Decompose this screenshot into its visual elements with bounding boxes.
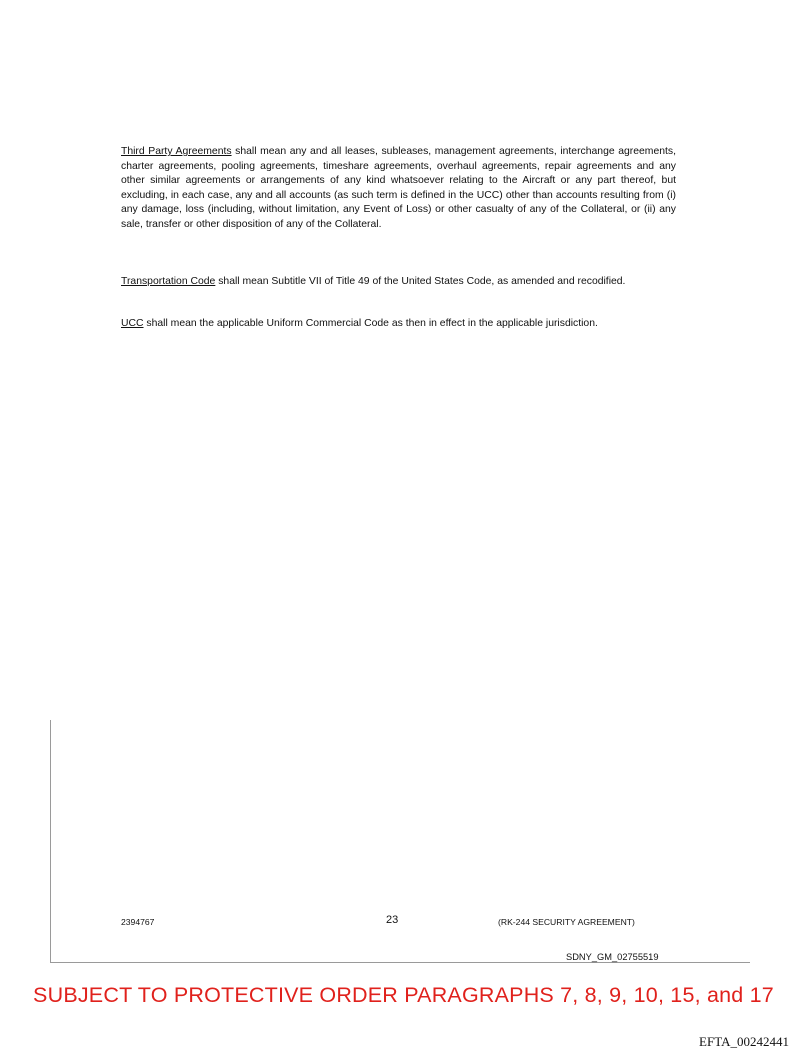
footer-doc-title: (RK-244 SECURITY AGREEMENT) <box>498 917 635 927</box>
definition-text: shall mean any and all leases, subleases, management agreements, interchange agreements, charter agreements, pooling agreements, timeshare agreements, overhaul agreements, repair agreements and any other similar agreements or arrangements of any kind whatsoever relating to the Aircraft or any part thereof, but excluding, in each case, any and all accounts (as such term is defined in the UCC) other than accounts resulting from (i) any damage, loss (including, without limitation, any Event of Loss) or other casualty of any of the Collateral, or (ii) any sale, transfer or other disposition of any of the Collateral. <box>121 146 676 230</box>
scan-edge-line-bottom <box>50 962 750 963</box>
protective-order-stamp: SUBJECT TO PROTECTIVE ORDER PARAGRAPHS 7, 8, 9, 10, 15, and 17 <box>33 983 774 1007</box>
footer-doc-number: 2394767 <box>121 917 155 927</box>
definition-text: shall mean the applicable Uniform Commercial Code as then in effect in the applicable jurisdiction. <box>143 318 598 329</box>
definition-text: shall mean Subtitle VII of Title 49 of the United States Code, as amended and recodified. <box>215 276 626 287</box>
definition-third-party-agreements <box>121 145 676 233</box>
defined-term: UCC <box>121 318 144 329</box>
bates-number: SDNY_GM_02755519 <box>566 952 659 962</box>
definition-transportation-code <box>121 275 676 290</box>
efta-identifier: EFTA_00242441 <box>699 1034 789 1049</box>
footer-page-number: 23 <box>386 914 399 926</box>
defined-term: Third Party Agreements <box>121 146 232 157</box>
defined-term: Transportation Code <box>121 276 216 287</box>
scan-edge-line-left <box>50 720 51 963</box>
definition-ucc <box>121 317 676 332</box>
